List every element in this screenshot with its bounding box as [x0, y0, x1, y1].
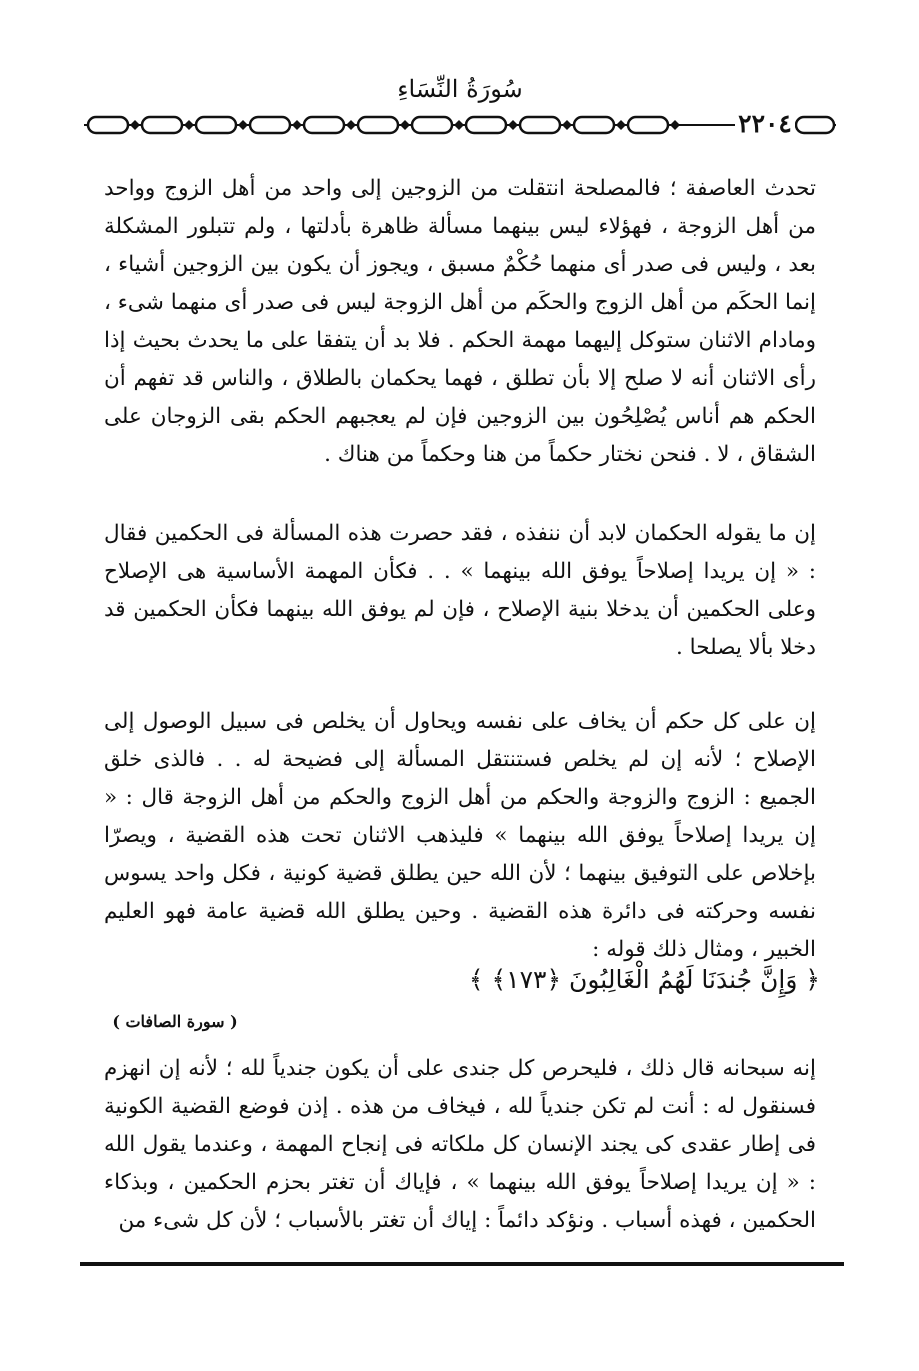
- ornament-diamond: [130, 120, 140, 130]
- ornament-link: [466, 117, 506, 133]
- body-paragraph-2: إن ما يقوله الحكمان لابد أن ننفذه ، فقد حصرت هذه المسألة فى الحكمين فقال : « إن يريدا إصلاحاً يوفق الله بينهما » . . فكأن المهمة الأساسية هى الإصلاح وعلى الحكمين أن يدخلا بنية الإصلاح ، فإن لم يوفق الله بينهما فكأن الحكمين قد دخلا بألا يصلحا .: [104, 521, 816, 660]
- ornament-diamond: [238, 120, 248, 130]
- ornament-diamond: [670, 120, 680, 130]
- ornament-diamond: [562, 120, 572, 130]
- body-paragraph-1: تحدث العاصفة ؛ فالمصلحة انتقلت من الزوجين إلى واحد من أهل الزوج وواحد من أهل الزوجة ، فهؤلاء ليس بينهما مسألة ظاهرة بأدلتها ، ولم تتبلور المشكلة بعد ، وليس فى صدر أى منهما حُكْمٌ مسبق ، ويجوز أن يكون بين الزوجين أشياء ، إنما الحكَم من أهل الزوج والحكَم من أهل الزوجة ليس فى صدر أى منهما شىء ، ومادام الاثنان ستوكل إليهما مهمة الحكم . فلا بد أن يتفقا على ما يحدث بحيث إذا رأى الاثنان أنه لا صلح إلا بأن تطلق ، فهما يحكمان بالطلاق ، والناس قد تفهم أن الحكم هم أناس يُصْلِحُون بين الزوجين فإن لم يعجبهم الحكم بقى الزوجان على الشقاق ، لا . فنحن نختار حكماً من هنا وحكماً من هناك .: [104, 176, 816, 467]
- body-paragraph-3: إن على كل حكم أن يخاف على نفسه ويحاول أن يخلص فى سبيل الوصول إلى الإصلاح ؛ لأنه إن لم يخلص فستنتقل المسألة إلى فضيحة له . . فالذى خلق الجميع : الزوج والزوجة والحكم من أهل الزوج والحكم من أهل الزوجة قال : « إن يريدا إصلاحاً يوفق الله بينهما » فليذهب الاثنان تحت هذه القضية ، ويصرّا بإخلاص على التوفيق بينهما ؛ لأن الله حين يطلق قضية كونية ، فكل واحد يسوس نفسه وحركته فى دائرة هذه القضية . وحين يطلق الله قضية عامة فهو العليم الخبير ، ومثال ذلك قوله :: [104, 709, 816, 962]
- ornament-diamond: [184, 120, 194, 130]
- surah-title: سُورَةُ النِّسَاءِ: [397, 75, 523, 103]
- quran-verse: ﴿ وَإِنَّ جُندَنَا لَهُمُ الْغَالِبُونَ ﴿١٧٣﴾ ﴾: [468, 965, 820, 994]
- page-number: ٢٢٠٤: [735, 107, 795, 141]
- footer-rule: [80, 1262, 844, 1266]
- ornament-link: [196, 117, 236, 133]
- ornament-link: [250, 117, 290, 133]
- ornament-diamond: [508, 120, 518, 130]
- ornament-link: [628, 117, 668, 133]
- ornament-link: [358, 117, 398, 133]
- ornament-diamond: [292, 120, 302, 130]
- ornament-link: [142, 117, 182, 133]
- body-paragraph-4: إنه سبحانه قال ذلك ، فليحرص كل جندى على أن يكون جندياً لله ؛ لأنه إن انهزم فسنقول له : أنت لم تكن جندياً لله ، فيخاف من هذه . إذن فوضع القضية الكونية فى إطار عقدى كى يجند الإنسان كل ملكاته فى إنجاح المهمة ، وعندما يقول الله : « إن يريدا إصلاحاً يوفق الله بينهما » ، فإياك أن تغتر بحزم الحكمين ، وبذكاء الحكمين ، فهذه أسباب . ونؤكد دائماً : إياك أن تغتر بالأسباب ؛ لأن كل شىء من: [104, 1056, 816, 1233]
- ornament-diamond: [346, 120, 356, 130]
- ornament-link: [88, 117, 128, 133]
- ornament-link: [520, 117, 560, 133]
- verse-reference: ( سورة الصافات ): [112, 1012, 238, 1031]
- ornament-link: [412, 117, 452, 133]
- ornament-diamond: [616, 120, 626, 130]
- ornament-end-cap: [796, 117, 834, 133]
- ornament-diamond: [454, 120, 464, 130]
- header-ornament-border: [80, 108, 840, 142]
- ornament-link: [304, 117, 344, 133]
- ornament-link: [574, 117, 614, 133]
- ornament-diamond: [400, 120, 410, 130]
